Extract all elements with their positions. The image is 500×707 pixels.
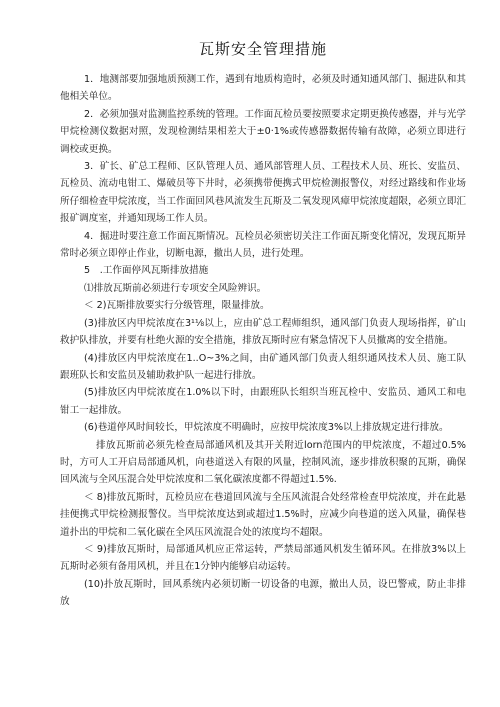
paragraph-5-9: ＜ 9)排放瓦斯时，局部通风机应正常运转，严禁局部通风机发生循环风。在排放3%以上瓦斯时必须有备用风机，并且在1分钟内能够启动运转。 [60, 543, 466, 573]
paragraph-1: 1．地测部要加强地质预测工作，遇到有地质构造时，必须及时通知通风部门、掘进队和其他相关单位。 [60, 74, 466, 103]
paragraph-5-7: 排放瓦斯前必须先检查局部通风机及其开关附近lorn范围内的甲烷浓度，不超过0.5%时，方可人工开启局部通风机，向巷道送入有限的风量，控制风流，逐步排放积聚的瓦斯，确保回风流与全风压混合处甲烷浓度和二氧化碳浓度都不得超过1.5%. [60, 439, 466, 486]
paragraph-5-3: (3)排放区内甲烷浓度在3¹⅛以上，应由矿总工程师组织，通风部门负责人现场指挥，矿山救护队排放，并要有杜绝火源的安全措施，排放瓦斯时应有紧急情况下人员撤离的安全措施。 [60, 317, 466, 347]
paragraph-5-1: ⑴排放瓦斯前必须进行专项安全风险辨识。 [84, 282, 267, 294]
paragraph-5-2: ＜ 2)瓦斯排放要实行分级管理，限量排放。 [84, 300, 270, 312]
paragraph-5-4: (4)排放区内甲烷浓度在1..O~3%之间，由矿通风部门负责人组织通风技术人员、施工队跟班队长和安监员及辅助救护队一起进行排放。 [60, 352, 466, 381]
paragraph-5-8: ＜ 8)排放瓦斯时，瓦检员应在巷道回风流与全压风流混合处经常检查甲烷浓度，并在此悬挂便携式甲烷检测报警仪。当甲烷浓度达到或超过1.5%时，应减少向巷道的送入风量，确保巷道扑出的甲烷和二氧化碳在全风压风流混合处的浓度均不超限。 [60, 491, 466, 538]
paragraph-5-10: (10)扑放瓦斯时，回风系统内必须切断一切设备的电源，撤出人员，设巴警戒，防止非排放 [60, 578, 466, 608]
paragraph-4: 4．掘进时要注意工作面瓦斯情况。瓦检员必须密切关注工作面瓦斯变化情况，发现瓦斯异常时必须立即停止作业，切断电源，撤出人员，进行处理。 [60, 230, 466, 260]
paragraph-2: 2．必须加强对监测监控系统的管理。工作面瓦检员要按照要求定期更换传感器，并与光学甲烷检测仪数据对照，发现检测结果相差大于±0·1%或传感器数据传输有故障，必须立即进行调校或更换。 [60, 108, 466, 155]
paragraph-5-6: (6)巷道停风时间较长，甲烷浓度不明确时，应按甲烷浓度3%以上排放规定进行排放。 [84, 422, 449, 434]
paragraph-5-5: (5)排放区内甲烷浓度在1.0%以下时，由跟班队长组织当班瓦检中、安监员、通风工和电钳工一起排放。 [60, 387, 466, 416]
paragraph-5-heading: 5 .工作面停风瓦斯排放措施 [84, 265, 209, 277]
document-title: 瓦斯安全管理措施 [198, 40, 327, 58]
paragraph-3: 3．矿长、矿总工程师、区队管理人员、通风部管理人员、工程技术人员、班长、安监员、瓦检员、流动电钳工、爆破员等下井时，必须携带便携式甲烷检测报警仪，对经过路线和作业场所仔细检查甲烷浓度，当工作面回风巷风流发生瓦斯及二氧发现风瘴甲烷浓度超限，必须立即汇报矿调度室，并通知现场工作人员。 [60, 161, 466, 225]
